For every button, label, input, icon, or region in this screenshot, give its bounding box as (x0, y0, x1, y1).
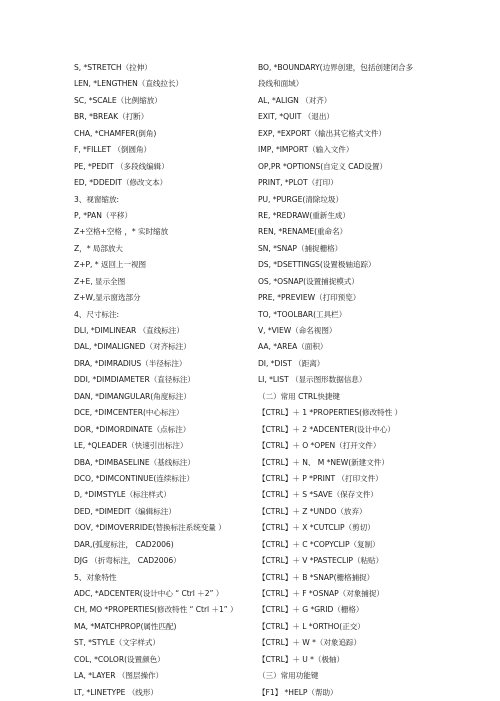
text-line: DJG （折弯标注， CAD2006） (74, 556, 181, 566)
text-line: REN, *RENAME(重命名） (258, 227, 348, 237)
text-line: （二）常用 CTRL快捷键 (258, 391, 340, 401)
text-line: DCE, *DIMCENTER(中心标注） (74, 408, 184, 418)
text-line: 【CTRL】＋ O *OPEN（打开文件） (258, 441, 381, 451)
right-column (258, 60, 434, 701)
text-line: ADC, *ADCENTER(设计中心 “ Ctrl ＋2” ） (74, 589, 224, 598)
text-line: COL, *COLOR(设置颜色） (74, 654, 165, 664)
text-line: 【CTRL】＋ Z *UNDO（放弃） (258, 506, 367, 516)
text-line: PE, *PEDIT （多段线编辑） (74, 161, 169, 171)
text-line: 【CTRL】＋ L *ORTHO(正交） (258, 621, 365, 631)
text-line: DOR, *DIMORDINATE（点标注） (74, 424, 191, 434)
text-line: 【CTRL】＋ 1 *PROPERTIES(修改特性 ） (258, 408, 403, 418)
text-line: BO, *BOUNDARY(边界创建，包括创建闭合多 (258, 63, 414, 72)
text-line: V, *VIEW（命名视图） (258, 326, 337, 335)
text-line: SC, *SCALE（比例缩放） (74, 95, 162, 105)
text-line: LE, *QLEADER（快速引出标注） (74, 441, 188, 451)
text-line: DLI, *DIMLINEAR （直线标注） (74, 326, 184, 335)
text-line: 【CTRL】＋ B *SNAP(栅格捕捉） (258, 572, 375, 582)
text-line: MA, *MATCHPROP(属性匹配) (74, 621, 177, 631)
text-line: ST, *STYLE（文字样式） (74, 638, 160, 648)
text-line: 【CTRL】＋ S *SAVE（保存文件） (258, 490, 378, 500)
text-line: 【CTRL】＋ V *PASTECLIP（粘贴） (258, 556, 384, 566)
text-line: 【CTRL】＋ P *PRINT （打印文件） (258, 473, 383, 483)
text-line: LA, *LAYER （图层操作） (74, 671, 164, 681)
text-line: PRINT, *PLOT（打印） (258, 178, 338, 188)
text-line: 【CTRL】＋ C *COPYCLIP（复制） (258, 539, 380, 549)
text-line: DDI, *DIMDIAMETER（直径标注） (74, 375, 195, 385)
left-column (74, 60, 254, 701)
text-line: CHA, *CHAMFER(倒角) (74, 128, 157, 138)
text-line: Z+空格+空格 ，* 实时缩放 (74, 227, 169, 237)
text-line: TO, *TOOLBAR(工具栏） (258, 309, 347, 319)
text-line: DAN, *DIMANGULAR(角度标注） (74, 391, 191, 401)
text-line: DI, *DIST （距离） (258, 358, 325, 368)
text-line: 【F1】 *HELP（帮助） (258, 687, 338, 697)
text-line: 【CTRL】＋ 2 *ADCENTER(设计中心） (258, 424, 395, 434)
text-line: AA, *AREA（面积） (258, 342, 328, 352)
text-line: P, *PAN（平移） (74, 210, 132, 220)
text-line: 【CTRL】＋ G *GRID（栅格） (258, 605, 364, 615)
text-line: DBA, *DIMBASELINE（基线标注） (74, 457, 195, 467)
text-line: 【CTRL】＋ F *OSNAP（对象捕捉） (258, 589, 384, 598)
text-line: EXP, *EXPORT（输出其它格式文件） (258, 128, 386, 138)
text-line: 4、尺寸标注: (74, 309, 120, 319)
text-line: DAL, *DIMALIGNED（对齐标注） (74, 342, 191, 352)
text-line: PU, *PURGE(清除垃圾） (258, 194, 343, 204)
text-line: DAR,(弧度标注， CAD2006) (74, 539, 174, 549)
text-line: 3、视窗缩放: (74, 194, 120, 204)
text-line: IMP, *IMPORT（输入文件） (258, 145, 354, 155)
text-line: DS, *DSETTINGS(设置极轴追踪） (258, 260, 376, 270)
text-line: S, *STRETCH（拉伸） (74, 63, 152, 72)
text-line: DCO, *DIMCONTINUE(连续标注） (74, 473, 195, 483)
text-line: Z+W,显示窗选部分 (74, 293, 141, 303)
text-line: RE, *REDRAW(重新生成） (258, 210, 350, 220)
text-line: OS, *OSNAP(设置捕捉模式） (258, 276, 359, 286)
text-line: 【CTRL】＋ X *CUTCLIP（剪切） (258, 523, 375, 533)
text-line: SN, *SNAP（捕捉栅格） (258, 243, 343, 253)
text-line: Z+E, 显示全图 (74, 276, 126, 286)
text-line: CH, MO *PROPERTIES(修改特性 “ Ctrl ＋1” ） (74, 605, 238, 615)
text-line: 段线和面域） (258, 79, 304, 89)
text-line: EXIT, *QUIT （退出） (258, 112, 334, 122)
text-line: LT, *LINETYPE （线形） (74, 687, 158, 697)
text-line: DED, *DIMEDIT（编辑标注） (74, 506, 176, 516)
text-line: 【CTRL】＋ U *（极轴） (258, 654, 345, 664)
text-line: DOV, *DIMOVERRIDE(替换标注系统变量 ） (74, 523, 226, 533)
text-line: 【CTRL】＋ W *（对象追踪） (258, 638, 362, 648)
text-line: BR, *BREAK（打断） (74, 112, 149, 122)
text-line: DRA, *DIMRADIUS（半径标注） (74, 358, 187, 368)
text-line: OP,PR *OPTIONS(自定义 CAD设置） (258, 161, 387, 171)
text-line: D, *DIMSTYLE（标注样式） (74, 490, 171, 500)
text-line: 【CTRL】＋ N、 M *NEW(新建文件） (258, 457, 389, 467)
text-line: LEN, *LENGTHEN（直线拉长） (74, 79, 184, 89)
text-line: Z，* 局部放大 (74, 243, 123, 253)
text-line: LI, *LIST （显示图形数据信息） (258, 375, 367, 385)
text-line: （三）常用功能键 (258, 671, 319, 681)
text-line: ED, *DDEDIT（修改文本） (74, 178, 168, 188)
text-line: Z+P, * 返回上一视图 (74, 260, 147, 270)
text-line: 5、对象特性 (74, 572, 117, 582)
text-line: PRE, *PREVIEW（打印预览） (258, 293, 361, 303)
text-line: F, *FILLET （倒圆角） (74, 145, 152, 155)
text-line: AL, *ALIGN （对齐） (258, 95, 332, 105)
